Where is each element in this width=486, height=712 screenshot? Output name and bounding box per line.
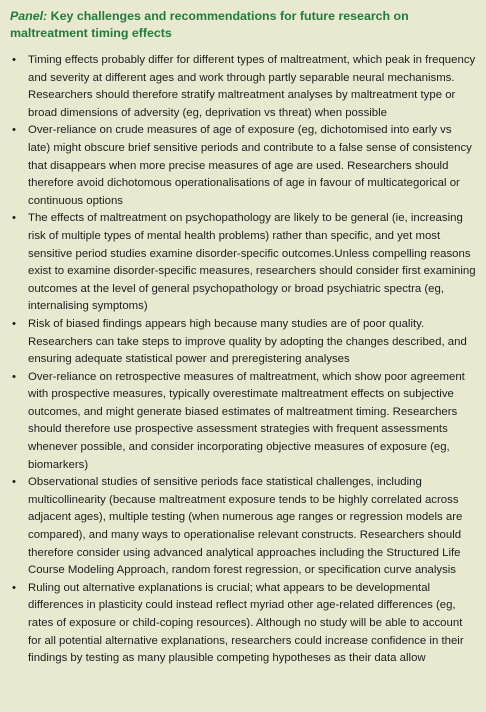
list-item-text: Over-reliance on crude measures of age of exposure (eg, dichotomised into early vs late) might obscure brief sensitive periods and contribute to a false sense of consistency that disappears when more precise measures of age are used. Researchers should therefore avoid dichotomous operationalisations of age in favour of multicategorical or continuous options	[28, 124, 472, 207]
list-item	[10, 210, 476, 316]
bullet-icon: •	[12, 54, 16, 66]
bullet-icon: •	[12, 581, 16, 594]
panel-title	[10, 8, 476, 41]
bullet-icon: •	[12, 317, 16, 330]
list-item-text: Observational studies of sensitive periods face statistical challenges, including multicollinearity (because maltreatment exposure tends to be highly correlated across adjacent ages), multiple testing (when numerous age ranges or regression models are compared), and many ways to operationalise relevant constructs. Researchers should therefore consider using advanced analytical approaches including the Structured Life Course Modeling Approach, random forest regression, or specification curve analysis	[28, 476, 463, 577]
bullet-icon: •	[12, 370, 16, 383]
list-item	[10, 316, 476, 369]
list-item-text: Ruling out alternative explanations is crucial; what appears to be developmental differences in plasticity could instead reflect myriad other age-related differences (eg, rates of exposure or child-coping resources). Although no study will be able to account for all potential alternative explanations, researchers could increase confidence in their findings by testing as many plausible competing hypotheses as their data allow	[28, 581, 464, 665]
panel-title-text: Key challenges and recommendations for future research on maltreatment timing effects	[10, 9, 409, 40]
list-item	[10, 580, 476, 668]
recommendation-list	[10, 52, 476, 668]
list-item-text: Risk of biased findings appears high because many studies are of poor quality. Researchers can take steps to improve quality by adopting the changes described, and ensuring adequate statistical power and preregistering analyses	[28, 317, 467, 366]
bullet-icon: •	[12, 124, 16, 137]
panel-label: Panel:	[10, 9, 48, 23]
list-item	[10, 474, 476, 580]
list-item	[10, 369, 476, 475]
list-item-text: Timing effects probably differ for different types of maltreatment, which peak in frequency and severity at different ages and work through partly separable neural mechanisms. Researchers should therefore stratify maltreatment analyses by maltreatment type or broad dimensions of adversity (eg, deprivation vs threat) when possible	[28, 54, 476, 119]
list-item-text: Over-reliance on retrospective measures of maltreatment, which show poor agreement with prospective measures, typically overestimate maltreatment effects on subjective outcomes, and might generate biased estimates of maltreatment timing. Researchers should therefore use prospective assessment strategies with frequent assessments whenever possible, and consider incorporating objective measures of exposure (eg, biomarkers)	[28, 370, 465, 471]
list-item	[10, 122, 476, 210]
bullet-icon: •	[12, 476, 16, 489]
list-item-text: The effects of maltreatment on psychopathology are likely to be general (ie, increasing risk of multiple types of mental health problems) rather than specific, and yet most sensitive period studies examine disorder-specific outcomes.Unless compelling reasons exist to examine disorder-specific measures, researchers should consider first examining outcomes at the level of general psychopathology or broad psychiatric spectra (eg, internalising symptoms)	[28, 212, 476, 313]
bullet-icon: •	[12, 212, 16, 225]
list-item	[10, 52, 476, 122]
